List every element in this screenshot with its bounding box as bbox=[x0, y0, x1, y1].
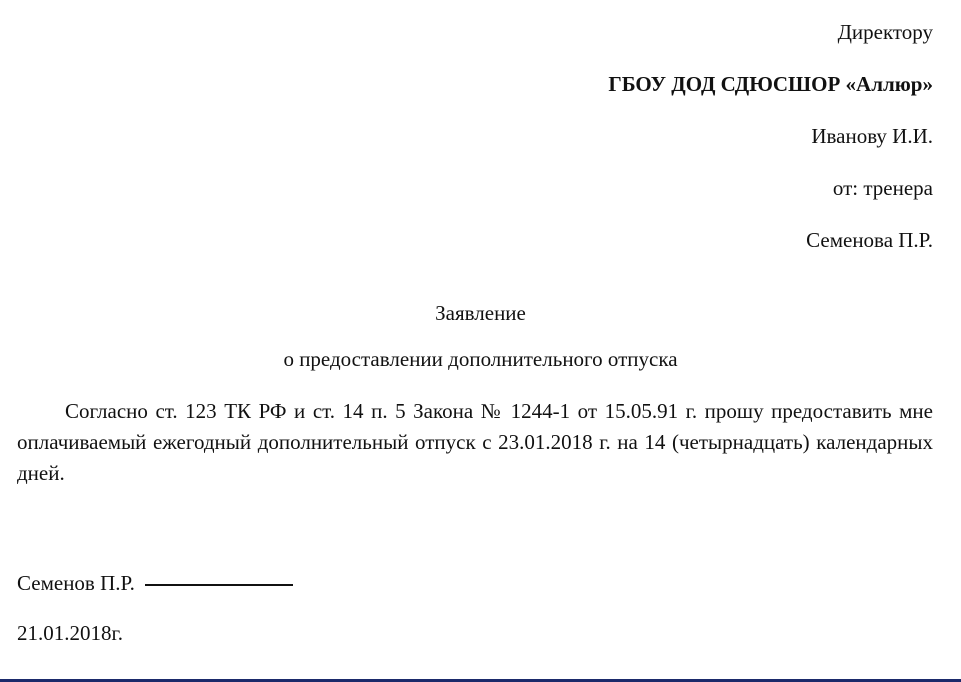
body-paragraph: Согласно ст. 123 ТК РФ и ст. 14 п. 5 Закона № 1244-1 от 15.05.91 г. прошу предоставить мне оплачиваемый ежегодный дополнительный отпуск с 23.01.2018 г. на 14 (четырнадцать) календарных дней. bbox=[17, 399, 933, 485]
addressee-line-name: Иванову И.И. bbox=[811, 124, 933, 148]
signature-name: Семенов П.Р. bbox=[17, 571, 135, 595]
signature-line bbox=[17, 568, 617, 598]
signature-rule bbox=[145, 584, 293, 586]
addressee-line-position: Директору bbox=[837, 20, 933, 44]
sender-line-role: от: тренера bbox=[832, 176, 933, 200]
addressee-line-organization: ГБОУ ДОД СДЮСШОР «Аллюр» bbox=[608, 72, 933, 96]
signature-block bbox=[17, 568, 617, 598]
title-block bbox=[0, 298, 961, 374]
document-subtitle: о предоставлении дополнительного отпуска bbox=[283, 347, 678, 371]
document-title: Заявление bbox=[435, 301, 526, 325]
document-date: 21.01.2018г. bbox=[17, 621, 123, 645]
addressee-block bbox=[413, 6, 933, 266]
sender-line-name: Семенова П.Р. bbox=[806, 228, 933, 252]
body-block bbox=[17, 396, 933, 489]
